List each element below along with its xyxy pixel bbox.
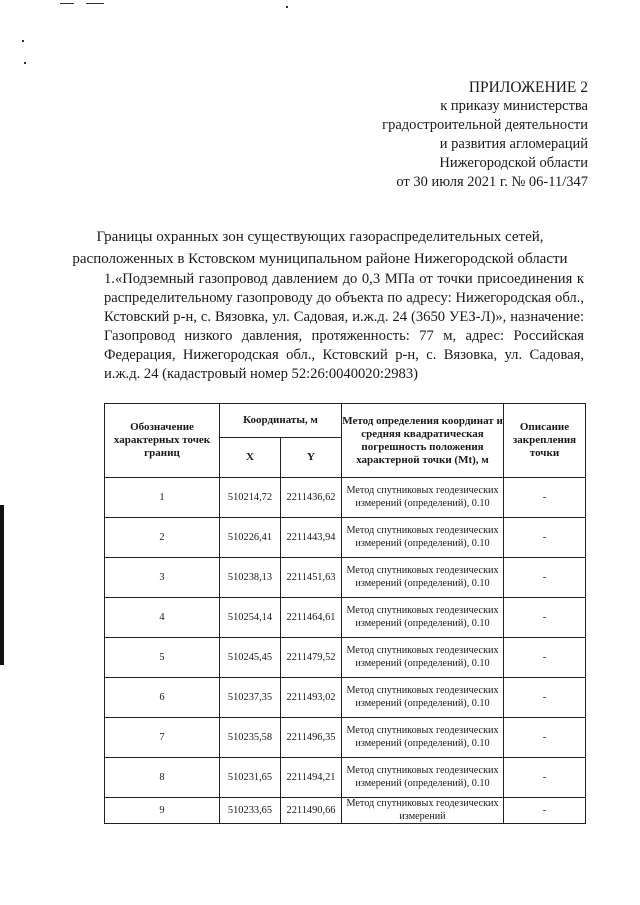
point-number: 3 (105, 558, 220, 598)
header-method: Метод определения координат и средняя квадратическая погрешность положения характерной точки (Mt), м (342, 404, 504, 478)
header-x: X (220, 438, 281, 478)
header-line: градостроительной деятельности (382, 117, 588, 133)
table-row (105, 518, 586, 558)
coord-y: 2211479,52 (281, 638, 342, 678)
method-cell: Метод спутниковых геодезических измерений (определений), 0.10 (342, 678, 504, 718)
method-cell: Метод спутниковых геодезических измерений (определений), 0.10 (342, 558, 504, 598)
title-line-1: Границы охранных зон существующих газораспределительных сетей, (96, 229, 544, 245)
scan-speck-2 (24, 62, 26, 64)
table-row (105, 758, 586, 798)
coord-x: 510238,13 (220, 558, 281, 598)
header-line: от 30 июля 2021 г. № 06-11/347 (396, 174, 588, 190)
description-cell: - (504, 518, 586, 558)
scan-speck-3 (286, 6, 288, 8)
coord-y: 2211496,35 (281, 718, 342, 758)
document-title (0, 226, 640, 270)
description-cell: - (504, 638, 586, 678)
table-row (105, 478, 586, 518)
point-number: 4 (105, 598, 220, 638)
coord-x: 510214,72 (220, 478, 281, 518)
coord-x: 510254,14 (220, 598, 281, 638)
description-cell: - (504, 558, 586, 598)
point-number: 2 (105, 518, 220, 558)
coordinates-table (104, 403, 586, 824)
coord-x: 510233,65 (220, 798, 281, 824)
table-row (105, 638, 586, 678)
coord-x: 510237,35 (220, 678, 281, 718)
coord-x: 510245,45 (220, 638, 281, 678)
coord-x: 510226,41 (220, 518, 281, 558)
coord-x: 510235,58 (220, 718, 281, 758)
method-cell: Метод спутниковых геодезических измерений (определений), 0.10 (342, 598, 504, 638)
point-number: 9 (105, 798, 220, 824)
point-number: 5 (105, 638, 220, 678)
coord-y: 2211451,63 (281, 558, 342, 598)
table-row (105, 558, 586, 598)
description-cell: - (504, 718, 586, 758)
header-coordinates: Координаты, м (220, 404, 342, 438)
appendix-title: ПРИЛОЖЕНИЕ 2 (468, 79, 588, 96)
point-number: 6 (105, 678, 220, 718)
table-row (105, 598, 586, 638)
table-row (105, 798, 586, 824)
description-cell: - (504, 478, 586, 518)
table-header-row (105, 404, 586, 438)
header-y: Y (281, 438, 342, 478)
appendix-header (382, 78, 588, 192)
point-number: 1 (105, 478, 220, 518)
point-number: 8 (105, 758, 220, 798)
method-cell: Метод спутниковых геодезических измерений (определений), 0.10 (342, 638, 504, 678)
scan-edge-line (0, 505, 4, 665)
point-number: 7 (105, 718, 220, 758)
coord-x: 510231,65 (220, 758, 281, 798)
method-cell: Метод спутниковых геодезических измерений (определений), 0.10 (342, 758, 504, 798)
header-line: и развития агломераций (439, 136, 588, 152)
coord-y: 2211464,61 (281, 598, 342, 638)
scan-mark-top-left-2 (86, 3, 104, 4)
title-line-2: расположенных в Кстовском муниципальном районе Нижегородской области (72, 251, 568, 267)
description-cell: - (504, 798, 586, 824)
pipeline-description: 1.«Подземный газопровод давлением до 0,3 МПа от точки присоединения к распределительному газопроводу до объекта по адресу: Нижегородская обл., Кстовский р-н, с. Вязовка, ул. Садовая, и.ж.д. 24 (3650 УЕЗ-Л)», назначение: Газопровод низкого давления, протяженность: 77 м, адрес: Российская Федерация, Нижегородская обл., Кстовский р-н, с. Вязовка, ул. Садовая, и.ж.д. 24 (кадастровый номер 52:26:0040020:2983) (104, 271, 584, 382)
coord-y: 2211490,66 (281, 798, 342, 824)
coord-y: 2211443,94 (281, 518, 342, 558)
table-row (105, 718, 586, 758)
method-cell: Метод спутниковых геодезических измерений (определений), 0.10 (342, 478, 504, 518)
header-line: Нижегородской области (439, 155, 588, 171)
header-description: Описание закрепления точки (504, 404, 586, 478)
header-line: к приказу министерства (440, 98, 588, 114)
description-cell: - (504, 678, 586, 718)
coord-y: 2211494,21 (281, 758, 342, 798)
description-cell: - (504, 598, 586, 638)
description-cell: - (504, 758, 586, 798)
method-cell: Метод спутниковых геодезических измерений (определений), 0.10 (342, 518, 504, 558)
coord-y: 2211493,02 (281, 678, 342, 718)
method-cell: Метод спутниковых геодезических измерений (342, 798, 504, 824)
method-cell: Метод спутниковых геодезических измерений (определений), 0.10 (342, 718, 504, 758)
scan-mark-top-left (60, 3, 74, 4)
coord-y: 2211436,62 (281, 478, 342, 518)
table-row (105, 678, 586, 718)
scan-speck-1 (22, 40, 24, 42)
header-designation: Обозначение характерных точек границ (105, 404, 220, 478)
